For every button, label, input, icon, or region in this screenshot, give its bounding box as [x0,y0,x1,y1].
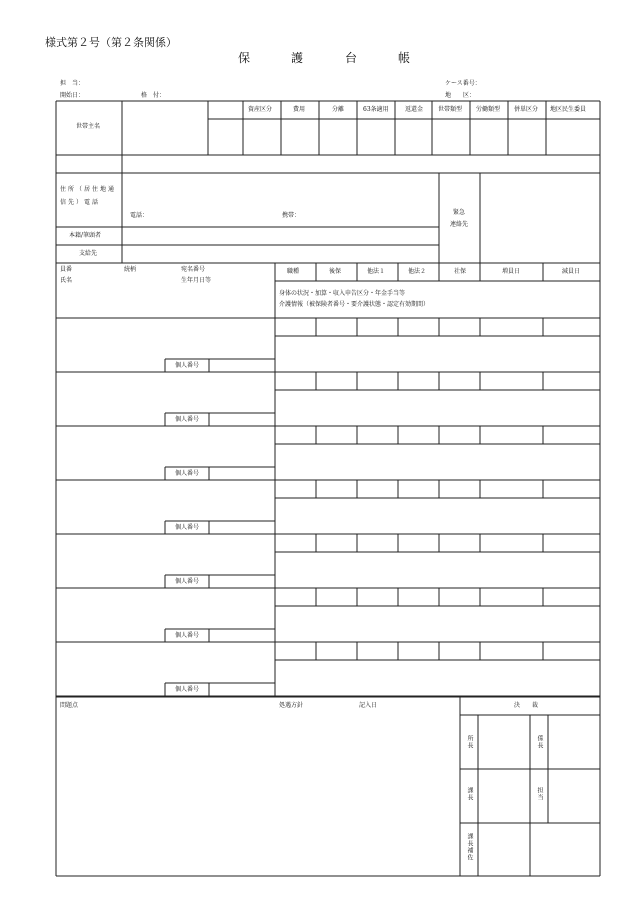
page-title-char-2: 護 [291,51,304,65]
mobile-label: 携帯： [282,212,301,219]
individual-number-label: 個人番号 [175,470,200,477]
individual-number-label: 個人番号 [175,632,200,639]
col-setai-ruikei: 世帯類型 [438,106,463,113]
individual-number-label: 個人番号 [175,362,200,369]
honseki-label: 本籍/筆頭者 [69,232,102,239]
page-title-char-4: 帳 [398,51,411,65]
individual-number-label: 個人番号 [175,578,200,585]
kinyubi-label: 記入日 [359,702,378,709]
member-col-zoinbi: 増員日 [502,268,521,275]
member-hdr-atena: 宛名番号 [181,266,206,273]
col-hiyo: 費用 [293,106,306,113]
member-col-shokushu: 職種 [287,268,300,275]
col-minsei-iin: 地区民生委員 [550,106,587,113]
member-hdr-birthdate: 生年月日等 [181,277,212,284]
member-hdr-inban: 員番 [60,266,73,273]
shocho-label: 所長 [466,735,473,749]
emergency-label-1: 緊急 [453,209,466,216]
chiku-label: 地 区： [445,92,476,99]
member-col-geninbi: 減員日 [562,268,581,275]
kakufu-label: 格 付： [141,92,166,99]
member-col-koho: 後保 [329,268,342,275]
kaishibi-label: 開始日： [60,92,85,99]
form-number: 様式第２号（第２条関係） [45,36,177,49]
member-notes-2: 介護情報（被保険者番号・要介護状態・認定有効期間） [279,301,430,308]
member-col-shaho: 社保 [454,268,467,275]
tanto-label: 担 当： [60,80,85,87]
page-title-char-3: 台 [345,51,358,65]
col-shisan-kubun: 資産区分 [248,106,273,113]
case-number-label: ケース番号： [445,80,481,87]
member-col-taho1: 他法１ [367,268,386,275]
shogu-hoshin-label: 処遇方針 [279,702,304,709]
col-heitan-kubun: 併単区分 [514,106,539,113]
member-hdr-shimei: 氏名 [60,277,73,284]
col-henkankin: 返還金 [405,106,424,113]
col-63jo: 63条適用 [363,106,389,113]
tanto-sign-label: 担当 [536,787,543,801]
phone-label: 電話： [130,212,149,219]
col-bunri: 分離 [332,106,345,113]
shikyusaki-label: 支給先 [79,250,98,257]
emergency-label-2: 連絡先 [450,221,469,228]
kakaricho-label: 係長 [536,735,543,749]
address-label: 住所（居住地通信先）電話 [60,186,117,206]
kacho-label: 課長 [466,787,473,801]
individual-number-label: 個人番号 [175,416,200,423]
member-hdr-zokugara: 続柄 [124,266,137,273]
member-col-taho2: 他法２ [408,268,427,275]
individual-number-label: 個人番号 [175,686,200,693]
mondaiten-label: 問題点 [60,702,79,709]
kachohosa-label: 課長補佐 [466,833,473,861]
kessai-label: 決 裁 [514,702,539,709]
individual-number-label: 個人番号 [175,524,200,531]
member-notes-1: 身体の状況・加算・収入申告区分・年金手当等 [279,290,406,297]
col-rodo-ruikei: 労働類型 [476,106,501,113]
head-of-household-label: 世帯主名 [76,123,101,130]
page-title-char-1: 保 [238,51,251,65]
